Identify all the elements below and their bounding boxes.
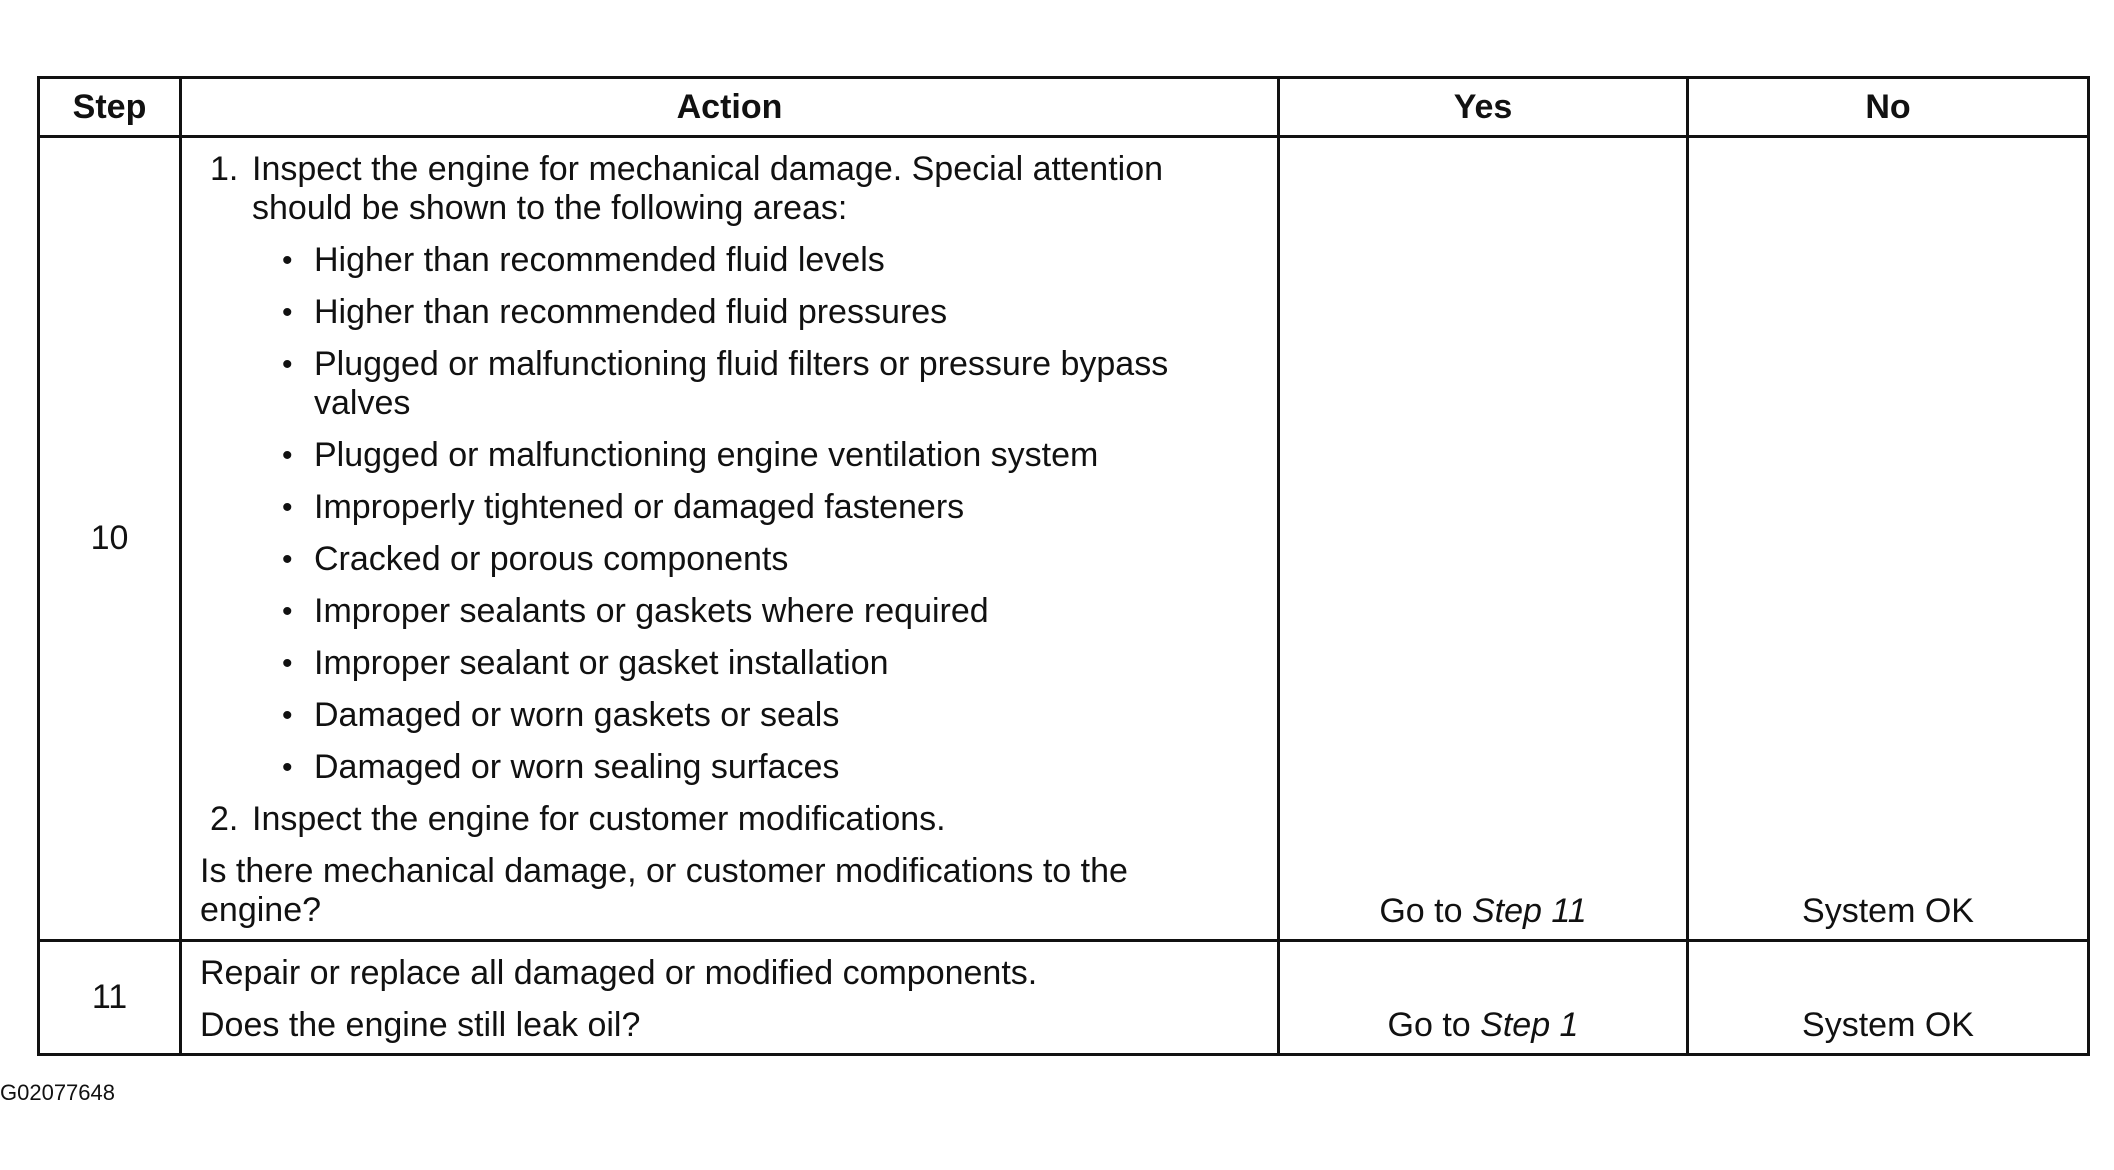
bullet-icon: •: [282, 751, 293, 784]
header-step: Step: [39, 78, 181, 137]
bullet-icon: •: [282, 296, 293, 329]
bullet-icon: •: [282, 699, 293, 732]
list-item: [282, 696, 1257, 735]
step-number: 11: [39, 941, 181, 1055]
yes-cell: [1279, 137, 1688, 941]
header-yes: Yes: [1279, 78, 1688, 137]
action-cell: [181, 941, 1279, 1055]
bullet-icon: •: [282, 595, 293, 628]
list-item: [282, 748, 1257, 787]
list-item: [282, 644, 1257, 683]
table-row-step-10: [39, 137, 2089, 941]
figure-id: G02077648: [0, 1080, 115, 1105]
numbered-item: [210, 150, 1257, 228]
item-text: Inspect the engine for mechanical damage. Special attention should be shown to the following areas:: [252, 150, 1164, 227]
list-item: [282, 592, 1257, 631]
yes-prefix: Go to: [1387, 1006, 1471, 1044]
list-item-text: Damaged or worn sealing surfaces: [314, 748, 840, 786]
list-item: [282, 540, 1257, 579]
bullet-icon: •: [282, 543, 293, 576]
list-item-text: Higher than recommended fluid pressures: [314, 293, 948, 331]
step-number: 10: [39, 137, 181, 941]
list-item-text: Improper sealant or gasket installation: [314, 644, 889, 682]
item-text: Inspect the engine for customer modifications.: [252, 800, 946, 838]
list-item-text: Plugged or malfunctioning engine ventilation system: [314, 436, 1099, 474]
list-item: [282, 436, 1257, 475]
bullet-icon: •: [282, 439, 293, 472]
list-item-text: Higher than recommended fluid levels: [314, 241, 885, 279]
diagnostic-table: [37, 76, 2090, 1056]
no-cell: System OK: [1688, 137, 2089, 941]
list-item: [282, 241, 1257, 280]
action-question: Is there mechanical damage, or customer modifications to the engine?: [200, 852, 1128, 929]
list-item: [282, 345, 1257, 423]
bullet-icon: •: [282, 348, 293, 381]
bullet-list: [200, 241, 1257, 787]
list-item: [282, 488, 1257, 527]
list-item-text: Improper sealants or gaskets where required: [314, 592, 989, 630]
header-action: Action: [181, 78, 1279, 137]
list-item-text: Damaged or worn gaskets or seals: [314, 696, 840, 734]
action-question: Does the engine still leak oil?: [200, 1006, 641, 1044]
yes-step-ref: Step 11: [1471, 892, 1587, 930]
list-item-text: Cracked or porous components: [314, 540, 789, 578]
action-cell: [181, 137, 1279, 941]
table-row-step-11: [39, 941, 2089, 1055]
list-item: [282, 293, 1257, 332]
numbered-item: [210, 800, 1257, 839]
bullet-icon: •: [282, 647, 293, 680]
header-row: [39, 78, 2089, 137]
list-item-text: Improperly tightened or damaged fasteners: [314, 488, 965, 526]
action-text: Repair or replace all damaged or modified components.: [200, 954, 1038, 992]
item-number: 2.: [210, 800, 239, 838]
bullet-icon: •: [282, 244, 293, 277]
list-item-text: Plugged or malfunctioning fluid filters or pressure bypass valves: [314, 345, 1169, 422]
yes-prefix: Go to: [1379, 892, 1463, 930]
item-number: 1.: [210, 150, 239, 188]
yes-step-ref: Step 1: [1480, 1006, 1579, 1044]
yes-cell: [1279, 941, 1688, 1055]
header-no: No: [1688, 78, 2089, 137]
bullet-icon: •: [282, 491, 293, 524]
no-cell: System OK: [1688, 941, 2089, 1055]
